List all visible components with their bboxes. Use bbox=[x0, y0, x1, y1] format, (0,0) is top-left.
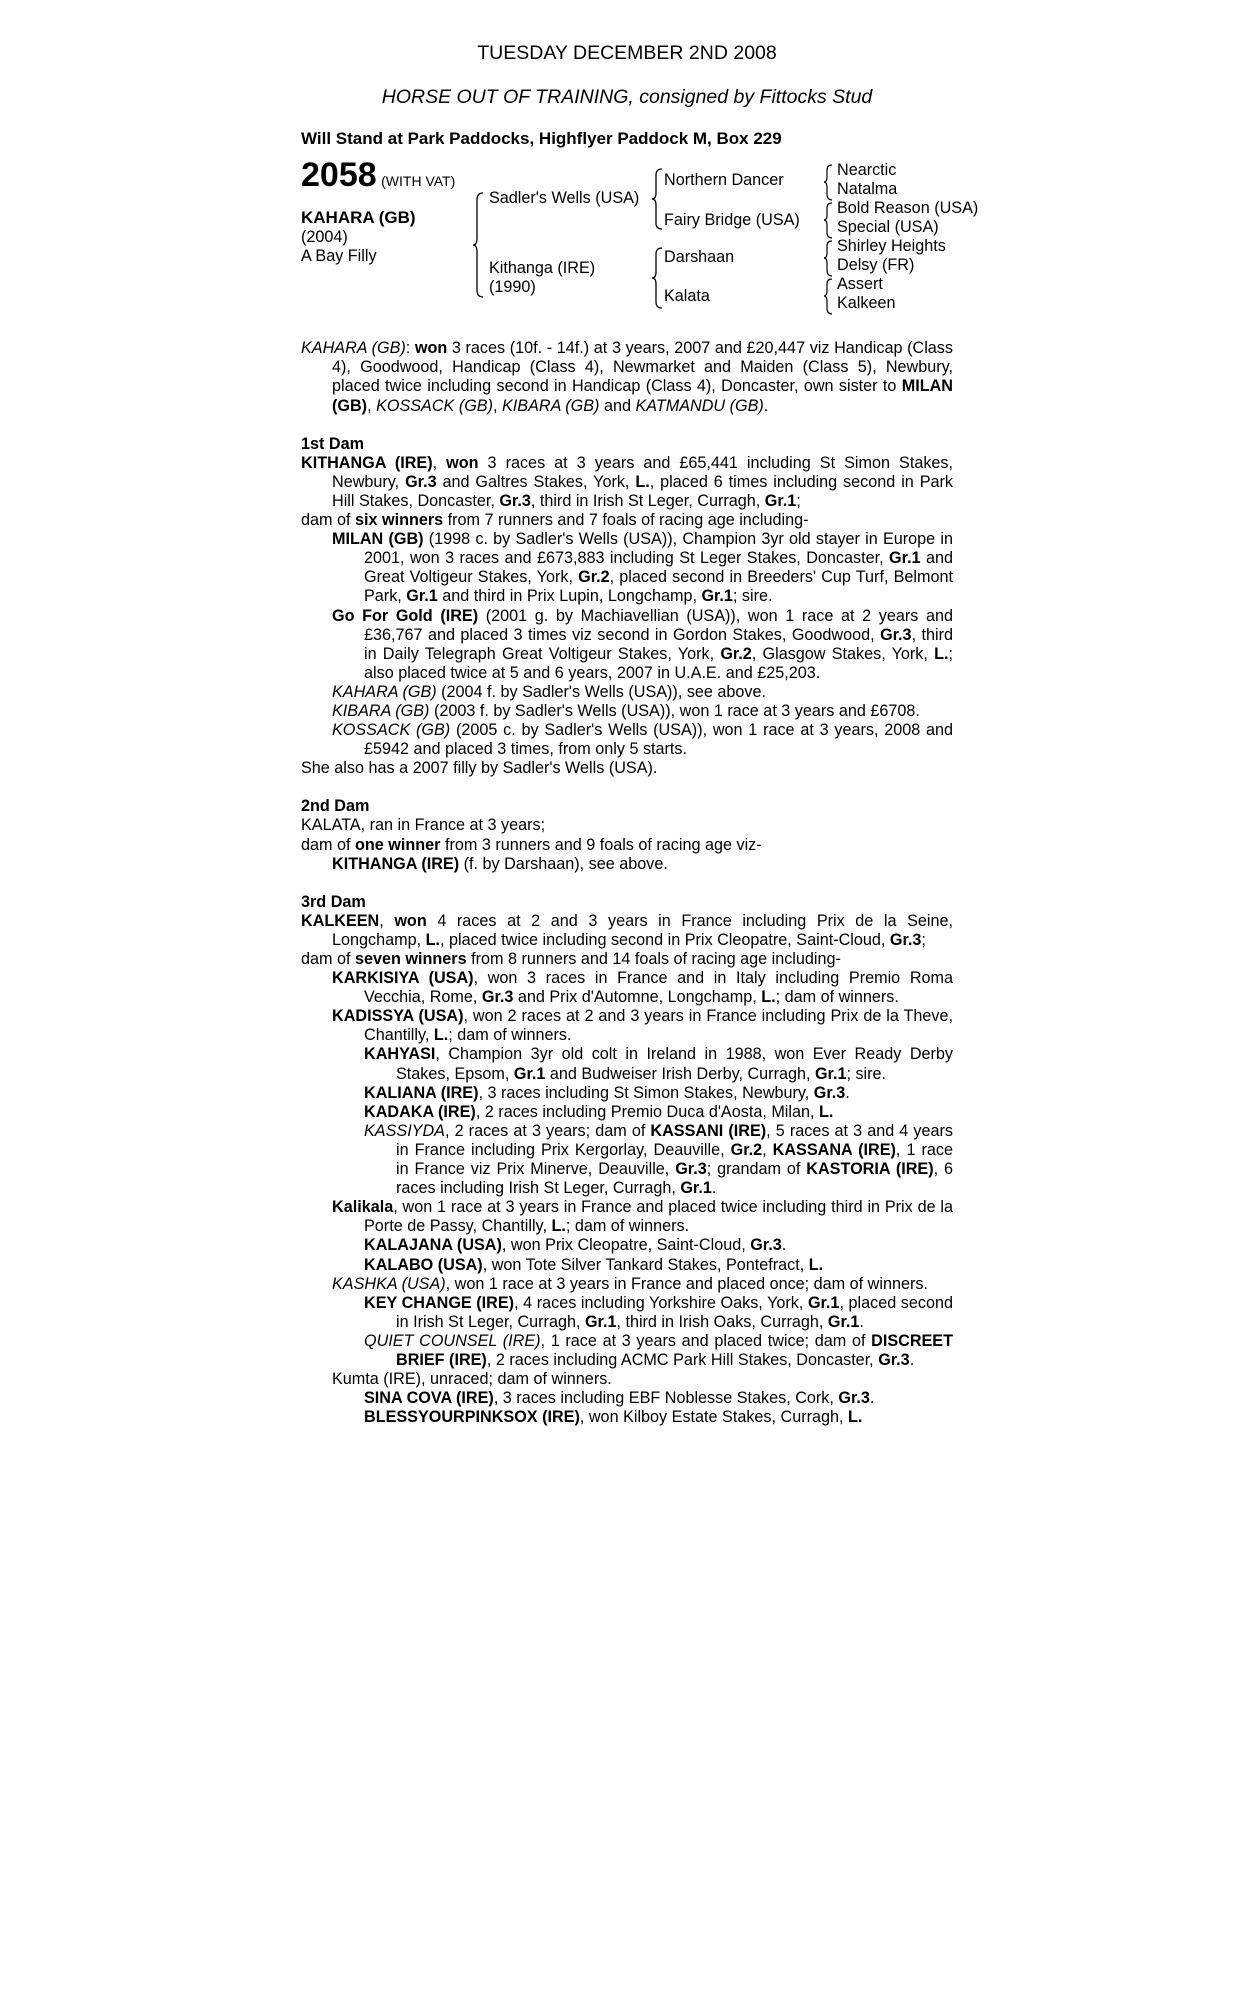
progeny-blessyourpinksox: BLESSYOURPINKSOX (IRE), won Kilboy Estate Stakes, Curragh, L. bbox=[364, 1408, 863, 1427]
sale-date: TUESDAY DECEMBER 2ND 2008 bbox=[477, 42, 777, 64]
progeny-karkisiya: KARKISIYA (USA), won 3 races in France and in Italy including Premio Roma Vecchia, Rome, Gr.3 and Prix d'Automne, Longchamp, L.; dam of winners. bbox=[332, 969, 953, 1007]
progeny-kumta: Kumta (IRE), unraced; dam of winners. bbox=[332, 1370, 612, 1389]
brace-5 bbox=[823, 202, 833, 239]
second-dam-produce: dam of one winner from 3 runners and 9 foals of racing age viz- bbox=[301, 835, 762, 854]
catalogue-page bbox=[301, 42, 979, 1427]
progeny-kalajana: KALAJANA (USA), won Prix Cleopatre, Saint-Cloud, Gr.3. bbox=[364, 1236, 787, 1255]
sire-dam: Fairy Bridge (USA) bbox=[664, 211, 800, 230]
consignment-line: HORSE OUT OF TRAINING, consigned by Fittocks Stud bbox=[381, 86, 873, 109]
progeny-key-change: KEY CHANGE (IRE), 4 races including Yorkshire Oaks, York, Gr.1, placed second in Irish St Leger, Curragh, Gr.1, third in Irish Oaks, Curragh, Gr.1. bbox=[364, 1293, 953, 1331]
progeny-kadissya: KADISSYA (USA), won 2 races at 2 and 3 years in France including Prix de la Theve, Chantilly, L.; dam of winners. bbox=[332, 1007, 953, 1045]
sire: Sadler's Wells (USA) bbox=[489, 189, 640, 208]
progeny-kaliana: KALIANA (IRE), 3 races including St Simon Stakes, Newbury, Gr.3. bbox=[364, 1083, 850, 1102]
dam-dam: Kalata bbox=[664, 287, 710, 306]
progeny-quiet-counsel: QUIET COUNSEL (IRE), 1 race at 3 years and placed twice; dam of DISCREET BRIEF (IRE), 2 races including ACMC Park Hill Stakes, Doncaster, Gr.3. bbox=[364, 1331, 953, 1369]
ped-special: Special (USA) bbox=[837, 218, 939, 237]
first-dam-record: KITHANGA (IRE), won 3 races at 3 years and £65,441 including St Simon Stakes, Newbury, Gr.3 and Galtres Stakes, York, L., placed 6 times including second in Park Hill Stakes, Doncaster, Gr.3, third in Irish St Leger, Curragh, Gr.1; bbox=[301, 453, 954, 510]
progeny-kithanga: KITHANGA (IRE) (f. by Darshaan), see above. bbox=[332, 854, 668, 873]
progeny-go-for-gold: Go For Gold (IRE) (2001 g. by Machiavellian (USA)), won 1 race at 2 years and £36,767 and placed 3 times viz second in Gordon Stakes, Goodwood, Gr.3, third in Daily Telegraph Great Voltigeur Stakes, York, Gr.2, Glasgow Stakes, York, L.; also placed twice at 5 and 6 years, 2007 in U.A.E. and £25,203. bbox=[332, 606, 953, 682]
ped-bold-reason: Bold Reason (USA) bbox=[837, 199, 979, 218]
stand-location: Will Stand at Park Paddocks, Highflyer Paddock M, Box 229 bbox=[301, 129, 782, 149]
vat-note: (WITH VAT) bbox=[381, 173, 456, 190]
progeny-kahyasi: KAHYASI, Champion 3yr old colt in Ireland in 1988, won Ever Ready Derby Stakes, Epsom, Gr.1 and Budweiser Irish Derby, Curragh, Gr.1; sire. bbox=[364, 1045, 953, 1083]
brace-4 bbox=[823, 164, 833, 201]
brace-3 bbox=[651, 247, 663, 309]
dam-year: (1990) bbox=[489, 278, 536, 297]
horse-description: A Bay Filly bbox=[301, 247, 377, 266]
dam-sire: Darshaan bbox=[664, 248, 735, 267]
progeny-kalikala: Kalikala, won 1 race at 3 years in France and placed twice including third in Prix de la Porte de Passy, Chantilly, L.; dam of winners. bbox=[332, 1198, 953, 1236]
progeny-milan: MILAN (GB) (1998 c. by Sadler's Wells (USA)), Champion 3yr old stayer in Europe in 2001, won 3 races and £673,883 including St Leger Stakes, Doncaster, Gr.1 and Great Voltigeur Stakes, York, Gr.2, placed second in Breeders' Cup Turf, Belmont Park, Gr.1 and third in Prix Lupin, Longchamp, Gr.1; sire. bbox=[332, 530, 953, 606]
brace-7 bbox=[823, 278, 833, 315]
race-record: KAHARA (GB): won 3 races (10f. - 14f.) at 3 years, 2007 and £20,447 viz Handicap (Class 4), Goodwood, Handicap (Class 4), Newmarket and Maiden (Class 5), Newbury, placed twice including second in Handicap (Class 4), Doncaster, own sister to MILAN (GB), KOSSACK (GB), KIBARA (GB) and KATMANDU (GB). bbox=[301, 339, 953, 415]
progeny-kahara: KAHARA (GB) (2004 f. by Sadler's Wells (USA)), see above. bbox=[332, 682, 767, 701]
third-dam-produce: dam of seven winners from 8 runners and 14 foals of racing age including- bbox=[301, 950, 841, 968]
ped-nearctic: Nearctic bbox=[837, 161, 897, 180]
progeny-kassiyda: KASSIYDA, 2 races at 3 years; dam of KASSANI (IRE), 5 races at 3 and 4 years in France including Prix Kergorlay, Deauville, Gr.2, KASSANA (IRE), 1 race in France viz Prix Minerve, Deauville, Gr.3; grandam of KASTORIA (IRE), 6 races including Irish St Leger, Curragh, Gr.1. bbox=[364, 1121, 954, 1198]
ped-delsy: Delsy (FR) bbox=[837, 256, 915, 275]
ped-shirley-heights: Shirley Heights bbox=[837, 237, 946, 256]
first-dam-heading: 1st Dam bbox=[301, 434, 364, 453]
first-dam-filly-note: She also has a 2007 filly by Sadler's Wells (USA). bbox=[301, 759, 658, 778]
brace-2 bbox=[651, 168, 663, 230]
brace-6 bbox=[823, 240, 833, 277]
brace-1 bbox=[472, 192, 484, 298]
ped-kalkeen: Kalkeen bbox=[837, 294, 896, 313]
third-dam-record: KALKEEN, won 4 races at 2 and 3 years in France including Prix de la Seine, Longchamp, L., placed twice including second in Prix Cleopatre, Saint-Cloud, Gr.3; bbox=[301, 911, 953, 949]
progeny-kadaka: KADAKA (IRE), 2 races including Premio Duca d'Aosta, Milan, L. bbox=[364, 1102, 834, 1121]
ped-natalma: Natalma bbox=[837, 180, 898, 199]
second-dam-record: KALATA, ran in France at 3 years; bbox=[301, 816, 546, 835]
progeny-sina-cova: SINA COVA (IRE), 3 races including EBF Noblesse Stakes, Cork, Gr.3. bbox=[364, 1389, 875, 1408]
first-dam-produce: dam of six winners from 7 runners and 7 foals of racing age including- bbox=[301, 511, 809, 530]
horse-name: KAHARA (GB) bbox=[301, 208, 416, 228]
progeny-kalabo: KALABO (USA), won Tote Silver Tankard Stakes, Pontefract, L. bbox=[364, 1255, 824, 1274]
progeny-kashka: KASHKA (USA), won 1 race at 3 years in France and placed once; dam of winners. bbox=[332, 1274, 928, 1293]
lot-number-line bbox=[301, 156, 456, 195]
pedigree-table bbox=[301, 156, 979, 321]
dam: Kithanga (IRE) bbox=[489, 259, 596, 278]
progeny-kibara: KIBARA (GB) (2003 f. by Sadler's Wells (USA)), won 1 race at 3 years and £6708. bbox=[332, 701, 920, 720]
second-dam-heading: 2nd Dam bbox=[301, 797, 370, 816]
progeny-kossack: KOSSACK (GB) (2005 c. by Sadler's Wells (USA)), won 1 race at 3 years, 2008 and £5942 and placed 3 times, from only 5 starts. bbox=[332, 721, 953, 759]
horse-year: (2004) bbox=[301, 228, 348, 247]
ped-assert: Assert bbox=[837, 275, 883, 294]
sire-sire: Northern Dancer bbox=[664, 171, 784, 190]
lot-number: 2058 bbox=[301, 156, 377, 195]
third-dam-heading: 3rd Dam bbox=[301, 892, 366, 911]
